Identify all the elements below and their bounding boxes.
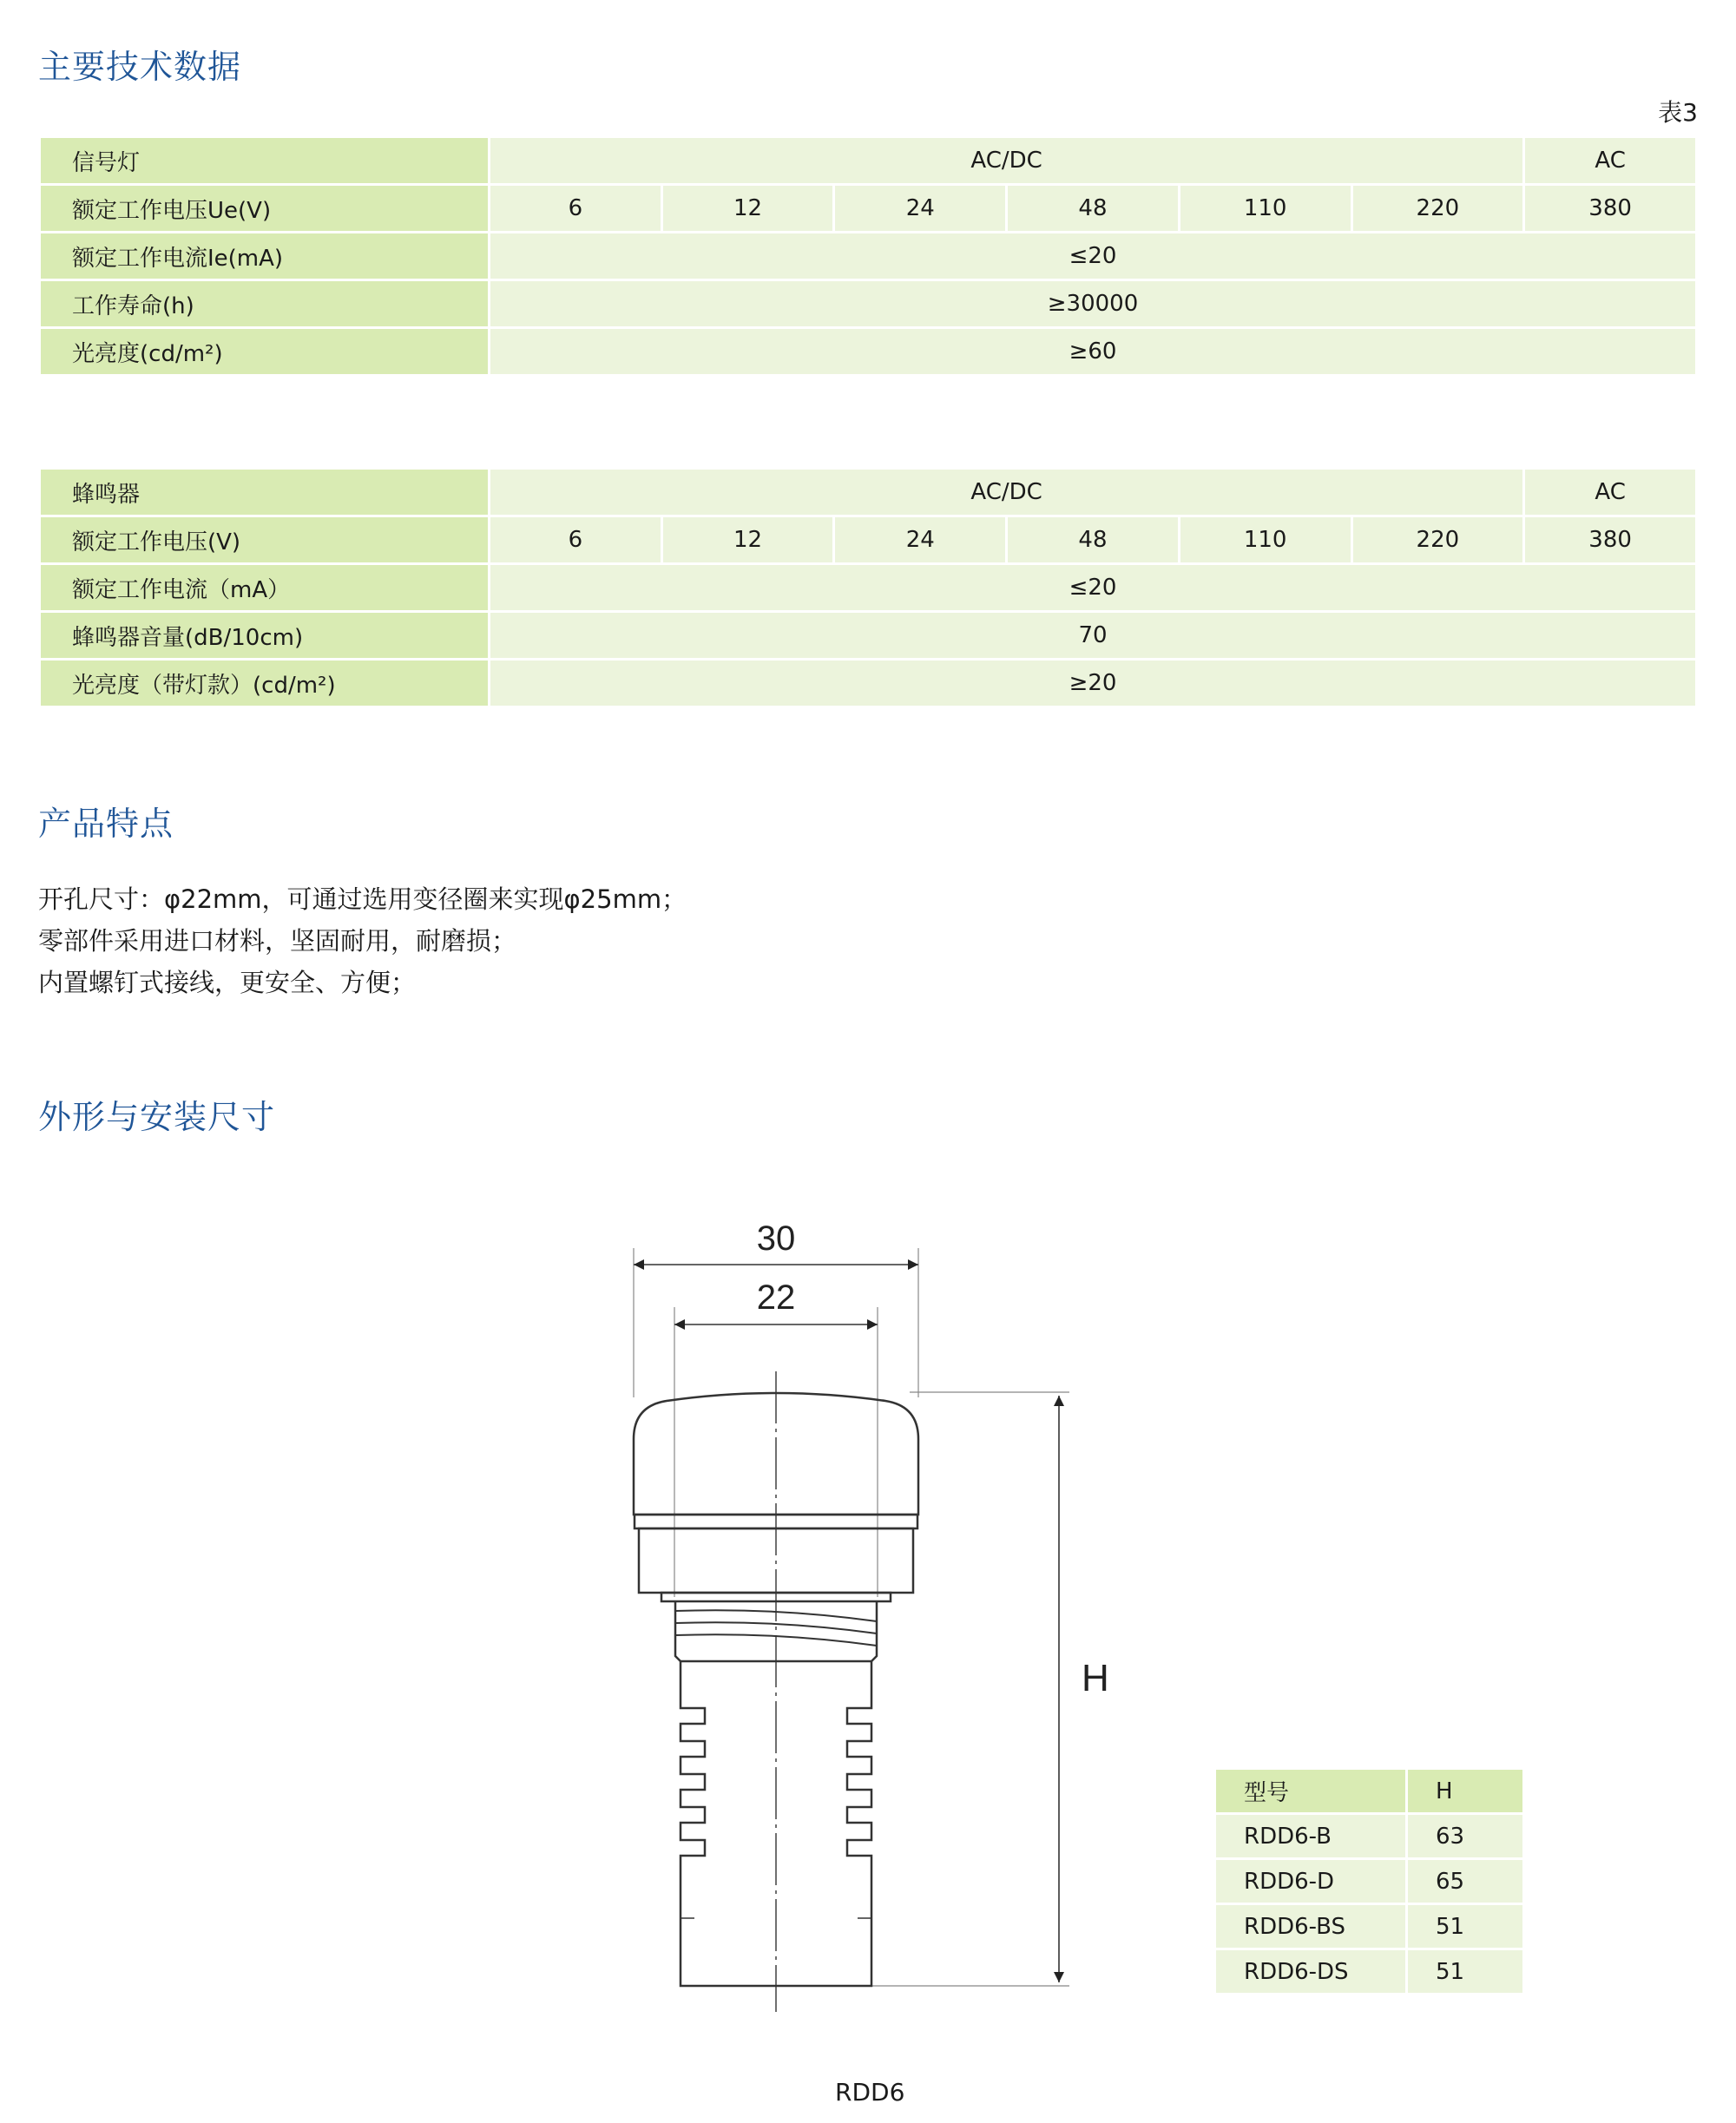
cell-ac: AC — [1524, 137, 1697, 185]
drawing-caption: RDD6 — [835, 2078, 905, 2107]
row-label: 额定工作电压Ue(V) — [40, 185, 490, 233]
section-title-features: 产品特点 — [38, 805, 174, 843]
row-label: 额定工作电流Ie(mA) — [40, 233, 490, 280]
header-h: H — [1407, 1769, 1524, 1814]
voltage-cell: 220 — [1351, 516, 1524, 564]
table-row — [1215, 1904, 1524, 1949]
voltage-cell: 6 — [490, 516, 662, 564]
voltage-cell: 24 — [834, 185, 1007, 233]
height-cell: 65 — [1407, 1859, 1524, 1904]
feature-item: 开孔尺寸：φ22mm，可通过选用变径圈来实现φ25mm； — [38, 884, 687, 914]
voltage-cell: 6 — [490, 185, 662, 233]
table-number: 表3 — [1658, 98, 1698, 127]
voltage-cell: 12 — [661, 185, 834, 233]
row-label: 蜂鸣器 — [40, 469, 490, 516]
feature-item: 内置螺钉式接线，更安全、方便； — [38, 968, 417, 997]
row-label: 信号灯 — [40, 137, 490, 185]
voltage-cell: 220 — [1351, 185, 1524, 233]
row-label: 额定工作电流（mA） — [40, 564, 490, 612]
model-cell: RDD6-B — [1215, 1814, 1407, 1859]
row-label: 光亮度(cd/m²) — [40, 328, 490, 376]
row-label: 蜂鸣器音量(dB/10cm) — [40, 612, 490, 660]
voltage-cell: 24 — [834, 516, 1007, 564]
table-row — [1215, 1859, 1524, 1904]
model-cell: RDD6-BS — [1215, 1904, 1407, 1949]
voltage-cell: 110 — [1179, 185, 1351, 233]
model-cell: RDD6-D — [1215, 1859, 1407, 1904]
row-label: 光亮度（带灯款）(cd/m²) — [40, 660, 490, 707]
header-model: 型号 — [1215, 1769, 1407, 1814]
cell-ac: AC — [1524, 469, 1697, 516]
voltage-cell: 48 — [1007, 185, 1180, 233]
value-cell: ≥20 — [490, 660, 1697, 707]
section-title-dimensions: 外形与安装尺寸 — [38, 1098, 276, 1136]
voltage-cell: 380 — [1524, 516, 1697, 564]
value-cell: ≥30000 — [490, 280, 1697, 328]
value-cell: ≤20 — [490, 564, 1697, 612]
height-cell: 51 — [1407, 1904, 1524, 1949]
row-label: 工作寿命(h) — [40, 280, 490, 328]
value-cell: ≥60 — [490, 328, 1697, 376]
height-cell: 51 — [1407, 1949, 1524, 1995]
dim-label-height: H — [1082, 1657, 1109, 1699]
voltage-cell: 380 — [1524, 185, 1697, 233]
voltage-cell: 48 — [1007, 516, 1180, 564]
height-cell: 63 — [1407, 1814, 1524, 1859]
value-cell: ≤20 — [490, 233, 1697, 280]
voltage-cell: 110 — [1179, 516, 1351, 564]
table-header-row — [1215, 1769, 1524, 1814]
dim-label-outer: 30 — [756, 1219, 796, 1258]
model-dimension-table — [1213, 1767, 1525, 1995]
value-cell: 70 — [490, 612, 1697, 660]
table-row — [1215, 1814, 1524, 1859]
voltage-cell: 12 — [661, 516, 834, 564]
model-cell: RDD6-DS — [1215, 1949, 1407, 1995]
section-title-tech-data: 主要技术数据 — [38, 48, 242, 86]
cell-acdc: AC/DC — [490, 469, 1524, 516]
table-row — [1215, 1949, 1524, 1995]
dim-label-inner: 22 — [756, 1278, 796, 1317]
row-label: 额定工作电压(V) — [40, 516, 490, 564]
cell-acdc: AC/DC — [490, 137, 1524, 185]
feature-item: 零部件采用进口材料，坚固耐用，耐磨损； — [38, 926, 517, 956]
